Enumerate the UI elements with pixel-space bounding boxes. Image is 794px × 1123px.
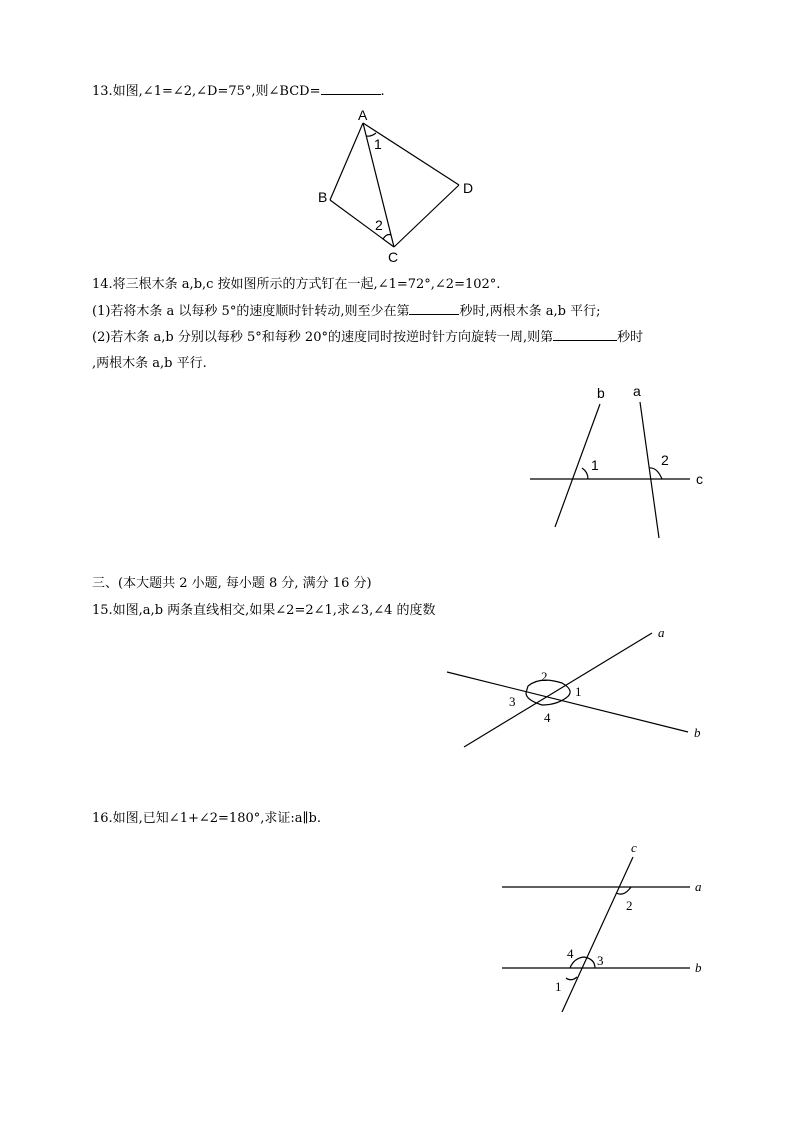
q13-label-C: C bbox=[388, 249, 399, 265]
q15-label-3: 3 bbox=[509, 694, 516, 709]
q15-text: 15.如图,a,b 两条直线相交,如果∠2=2∠1,求∠3,∠4 的度数 bbox=[92, 603, 436, 618]
q14-part2-suffix: 秒时 bbox=[617, 330, 644, 345]
q14-part2-prompt: (2)若木条 a,b 分别以每秒 5°和每秒 20°的速度同时按逆时针方向旋转一周,则第 bbox=[92, 330, 554, 345]
q16-angle1-arc bbox=[566, 977, 577, 980]
q13-period: . bbox=[380, 84, 385, 99]
q16-text: 16.如图,已知∠1+∠2=180°,求证:a∥b. bbox=[92, 811, 321, 826]
q14-part1-suffix: 秒时,两根木条 a,b 平行; bbox=[459, 304, 601, 319]
q16-label-4: 4 bbox=[567, 946, 574, 961]
q14-part1-prompt: (1)若将木条 a 以每秒 5°的速度顺时针转动,则至少在第 bbox=[92, 304, 410, 319]
q14-label-a: a bbox=[633, 383, 641, 399]
q16-line-c bbox=[562, 857, 633, 1012]
q16-label-1: 1 bbox=[555, 979, 562, 994]
q15-label-4: 4 bbox=[544, 710, 551, 725]
q16-label-a: a bbox=[695, 879, 702, 894]
q14-label-2: 2 bbox=[661, 452, 669, 468]
q13-label-1: 1 bbox=[374, 136, 382, 152]
q13-prompt: 13.如图,∠1=∠2,∠D=75°,则∠BCD= bbox=[92, 84, 321, 99]
section3-heading: 三、(本大题共 2 小题, 每小题 8 分, 满分 16 分) bbox=[92, 576, 372, 591]
q13-label-A: A bbox=[358, 107, 368, 123]
q14-line4: ,两根木条 a,b 平行. bbox=[92, 356, 207, 371]
q16-label-c: c bbox=[631, 840, 637, 855]
q13-label-D: D bbox=[463, 180, 474, 196]
q14-label-c: c bbox=[696, 471, 703, 487]
q15-label-b: b bbox=[694, 725, 701, 740]
q15-label-2: 2 bbox=[541, 669, 548, 684]
q16-label-2: 2 bbox=[626, 898, 633, 913]
q13-label-2: 2 bbox=[375, 217, 383, 233]
q15-label-a: a bbox=[658, 625, 665, 640]
q15-label-1: 1 bbox=[575, 684, 582, 699]
q14-line1: 14.将三根木条 a,b,c 按如图所示的方式钉在一起,∠1=72°,∠2=102°. bbox=[92, 277, 501, 292]
q16-label-3: 3 bbox=[597, 953, 604, 968]
q16-label-b: b bbox=[695, 960, 702, 975]
q14-label-1: 1 bbox=[591, 457, 599, 473]
q13-label-B: B bbox=[318, 189, 328, 205]
q14-label-b: b bbox=[597, 385, 605, 401]
